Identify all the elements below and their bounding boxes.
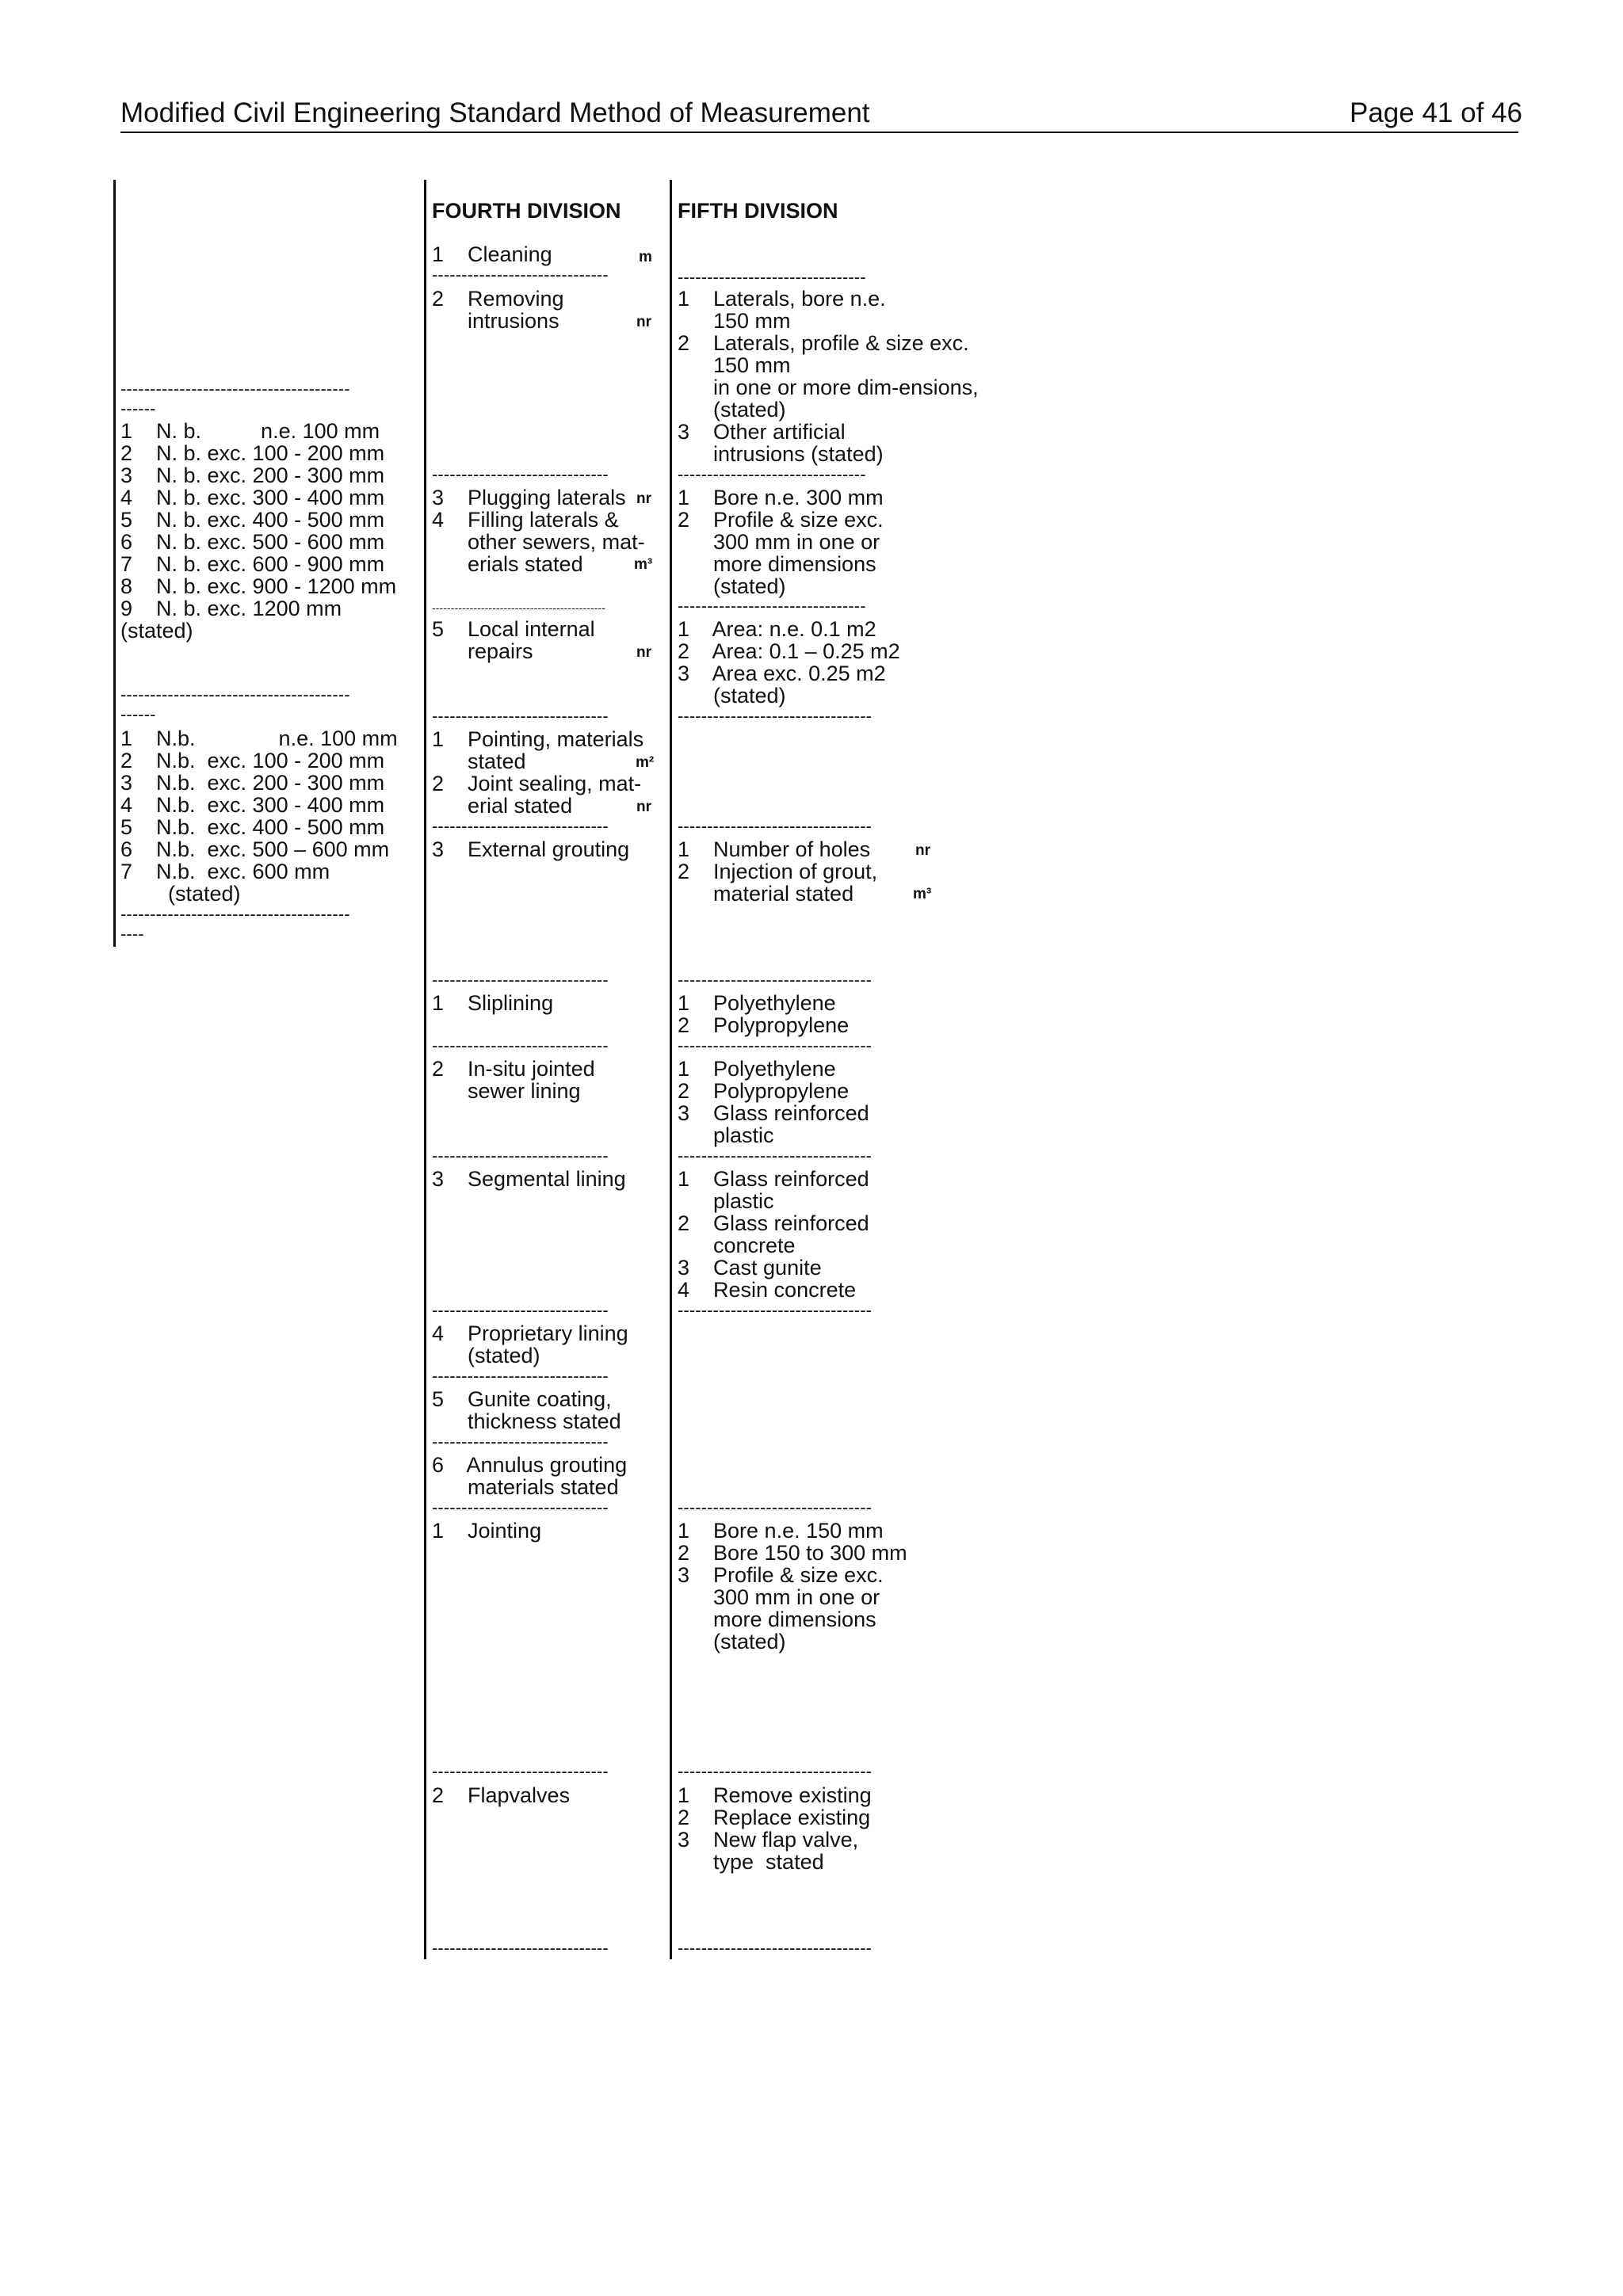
list-item: 3 Other artificial <box>678 420 846 444</box>
list-item: plastic <box>678 1123 774 1147</box>
list-item: type stated <box>678 1850 824 1874</box>
list-item: erials stated <box>432 552 583 576</box>
separator: --------------------------------------- <box>120 906 350 923</box>
unit-label: m <box>639 249 652 265</box>
list-item: 2 Area: 0.1 – 0.25 m2 <box>678 639 900 663</box>
list-item: 2 Laterals, profile & size exc. <box>678 331 969 355</box>
list-item: 3 Plugging laterals <box>432 486 626 509</box>
list-item: 2 Replace existing <box>678 1806 871 1829</box>
list-item: 3 Area exc. 0.25 m2 <box>678 662 886 685</box>
separator: -------------------------------- <box>678 597 866 615</box>
list-item: 2 N.b. exc. 100 - 200 mm <box>120 749 385 772</box>
list-item: 300 mm in one or <box>678 530 880 554</box>
column-rule-middle <box>424 180 426 1959</box>
list-item: 1 Sliplining <box>432 991 554 1015</box>
list-item: thickness stated <box>432 1409 621 1433</box>
unit-label: nr <box>636 490 651 507</box>
list-item: 2 N. b. exc. 100 - 200 mm <box>120 441 385 465</box>
separator: ------------------------------ <box>432 1147 609 1165</box>
list-item: 150 mm <box>678 353 791 377</box>
separator: ------------------------------ <box>432 1367 609 1385</box>
unit-label: m² <box>636 754 655 771</box>
list-item: 7 N.b. exc. 600 mm <box>120 860 330 883</box>
list-item: 2 Polypropylene <box>678 1013 850 1037</box>
list-item: 2 Flapvalves <box>432 1783 571 1807</box>
list-item: materials stated <box>432 1475 619 1499</box>
list-item: 6 N.b. exc. 500 – 600 mm <box>120 837 390 861</box>
list-item: repairs <box>432 639 533 663</box>
list-item: 6 N. b. exc. 500 - 600 mm <box>120 530 385 554</box>
separator: --------------------------------------- <box>120 380 350 398</box>
separator: --------------------------------- <box>678 1147 873 1165</box>
list-item: 1 Polyethylene <box>678 1057 836 1081</box>
list-item: 5 Local internal <box>432 617 595 641</box>
list-item: 2 Injection of grout, <box>678 860 878 883</box>
page-number: Page 41 of 46 <box>1350 97 1522 128</box>
list-item: 2 Profile & size exc. <box>678 508 884 532</box>
list-item: 1 Laterals, bore n.e. <box>678 287 886 311</box>
list-item: 8 N. b. exc. 900 - 1200 mm <box>120 574 397 598</box>
list-item: 3 Cast gunite <box>678 1256 822 1280</box>
list-item: 6 Annulus grouting <box>432 1453 628 1477</box>
list-item: 9 N. b. exc. 1200 mm <box>120 597 342 620</box>
separator: ------------------------------ <box>432 466 609 483</box>
separator: --------------------------------- <box>678 1037 873 1055</box>
unit-label: nr <box>915 842 930 859</box>
separator: --------------------------------- <box>678 971 873 989</box>
separator: --------------------------------------- <box>120 686 350 704</box>
list-item: 1 Glass reinforced <box>678 1167 869 1191</box>
list-item: (stated) <box>678 1630 786 1653</box>
list-item: 3 N. b. exc. 200 - 300 mm <box>120 463 385 487</box>
list-item: 1 Area: n.e. 0.1 m2 <box>678 617 876 641</box>
separator: --------------------------------- <box>678 1939 873 1957</box>
separator: ---- <box>120 925 144 943</box>
header-rule <box>120 132 1518 133</box>
list-item: 3 External grouting <box>432 837 630 861</box>
list-item: more dimensions <box>678 552 876 576</box>
separator: ------------------------------ <box>432 971 609 989</box>
list-item: 300 mm in one or <box>678 1585 880 1609</box>
fifth-division-heading: FIFTH DIVISION <box>678 199 838 223</box>
list-item: 3 New flap valve, <box>678 1828 859 1852</box>
separator: -------------------------------- <box>678 466 866 483</box>
separator: ------ <box>120 400 156 418</box>
list-item: (stated) <box>120 882 241 906</box>
list-item: 1 N.b. n.e. 100 mm <box>120 727 398 750</box>
list-item: 2 Glass reinforced <box>678 1211 869 1235</box>
list-item: 2 Polypropylene <box>678 1079 850 1103</box>
separator: ------------------------------ <box>432 1763 609 1780</box>
list-item: 1 Cleaning <box>432 242 552 266</box>
list-item: (stated) <box>678 574 786 598</box>
separator: --------------------------------- <box>678 1302 873 1319</box>
list-item: 1 Bore n.e. 150 mm <box>678 1519 884 1543</box>
list-item: 5 N. b. exc. 400 - 500 mm <box>120 508 385 532</box>
list-item: 4 N. b. exc. 300 - 400 mm <box>120 486 385 509</box>
list-item: (stated) <box>432 1344 540 1367</box>
fourth-division-heading: FOURTH DIVISION <box>432 199 621 223</box>
list-item: 5 N.b. exc. 400 - 500 mm <box>120 815 385 839</box>
list-item: intrusions <box>432 309 559 333</box>
unit-label: nr <box>636 314 651 330</box>
list-item: 1 N. b. n.e. 100 mm <box>120 419 380 443</box>
column-rule-right <box>670 180 672 1959</box>
list-item: 150 mm <box>678 309 791 333</box>
separator: --------------------------------- <box>678 1763 873 1780</box>
list-item: 3 Segmental lining <box>432 1167 626 1191</box>
list-item: 7 N. b. exc. 600 - 900 mm <box>120 552 385 576</box>
separator: --------------------------------- <box>678 818 873 835</box>
separator: ------------------------------ <box>432 818 609 835</box>
list-item: 4 Resin concrete <box>678 1278 857 1302</box>
unit-label: nr <box>636 644 651 661</box>
list-item: erial stated <box>432 794 573 818</box>
unit-label: m³ <box>913 886 932 902</box>
list-item: 4 Filling laterals & <box>432 508 619 532</box>
list-item: 2 Joint sealing, mat- <box>432 772 642 795</box>
document-title: Modified Civil Engineering Standard Method of Measurement <box>120 97 870 128</box>
list-item: 4 Proprietary lining <box>432 1322 628 1345</box>
list-item: 1 Number of holes <box>678 837 871 861</box>
list-item: 1 Polyethylene <box>678 991 836 1015</box>
list-item: intrusions (stated) <box>678 442 884 466</box>
list-item: 3 N.b. exc. 200 - 300 mm <box>120 771 385 795</box>
list-item: 1 Pointing, materials <box>432 727 644 751</box>
list-item: 3 Glass reinforced <box>678 1101 869 1125</box>
list-item: (stated) <box>678 398 786 421</box>
column-rule-left <box>113 180 116 947</box>
separator: ------ <box>120 706 156 723</box>
list-item: (stated) <box>678 684 786 707</box>
list-item: material stated <box>678 882 854 906</box>
list-item: 1 Bore n.e. 300 mm <box>678 486 884 509</box>
separator: ------------------------------ <box>432 266 609 284</box>
separator: ---------------------------------------------- <box>432 601 606 614</box>
separator: -------------------------------- <box>678 269 866 286</box>
list-item: 3 Profile & size exc. <box>678 1563 884 1587</box>
separator: ------------------------------ <box>432 1302 609 1319</box>
list-item: (stated) <box>120 619 193 643</box>
separator: --------------------------------- <box>678 1499 873 1516</box>
list-item: sewer lining <box>432 1079 581 1103</box>
separator: --------------------------------- <box>678 707 873 725</box>
separator: ------------------------------ <box>432 1939 609 1957</box>
list-item: 5 Gunite coating, <box>432 1387 612 1411</box>
list-item: 2 Removing <box>432 287 564 311</box>
list-item: more dimensions <box>678 1608 876 1631</box>
separator: ------------------------------ <box>432 1433 609 1451</box>
unit-label: m³ <box>634 556 653 573</box>
list-item: 2 Bore 150 to 300 mm <box>678 1541 907 1565</box>
list-item: stated <box>432 749 526 773</box>
list-item: concrete <box>678 1234 796 1257</box>
separator: ------------------------------ <box>432 1037 609 1055</box>
list-item: 4 N.b. exc. 300 - 400 mm <box>120 793 385 817</box>
list-item: plastic <box>678 1189 774 1213</box>
list-item: 2 In-situ jointed <box>432 1057 595 1081</box>
unit-label: nr <box>636 799 651 815</box>
list-item: in one or more dim-ensions, <box>678 376 979 399</box>
list-item: other sewers, mat- <box>432 530 645 554</box>
list-item: 1 Remove existing <box>678 1783 872 1807</box>
separator: ------------------------------ <box>432 707 609 725</box>
separator: ------------------------------ <box>432 1499 609 1516</box>
list-item: 1 Jointing <box>432 1519 542 1543</box>
